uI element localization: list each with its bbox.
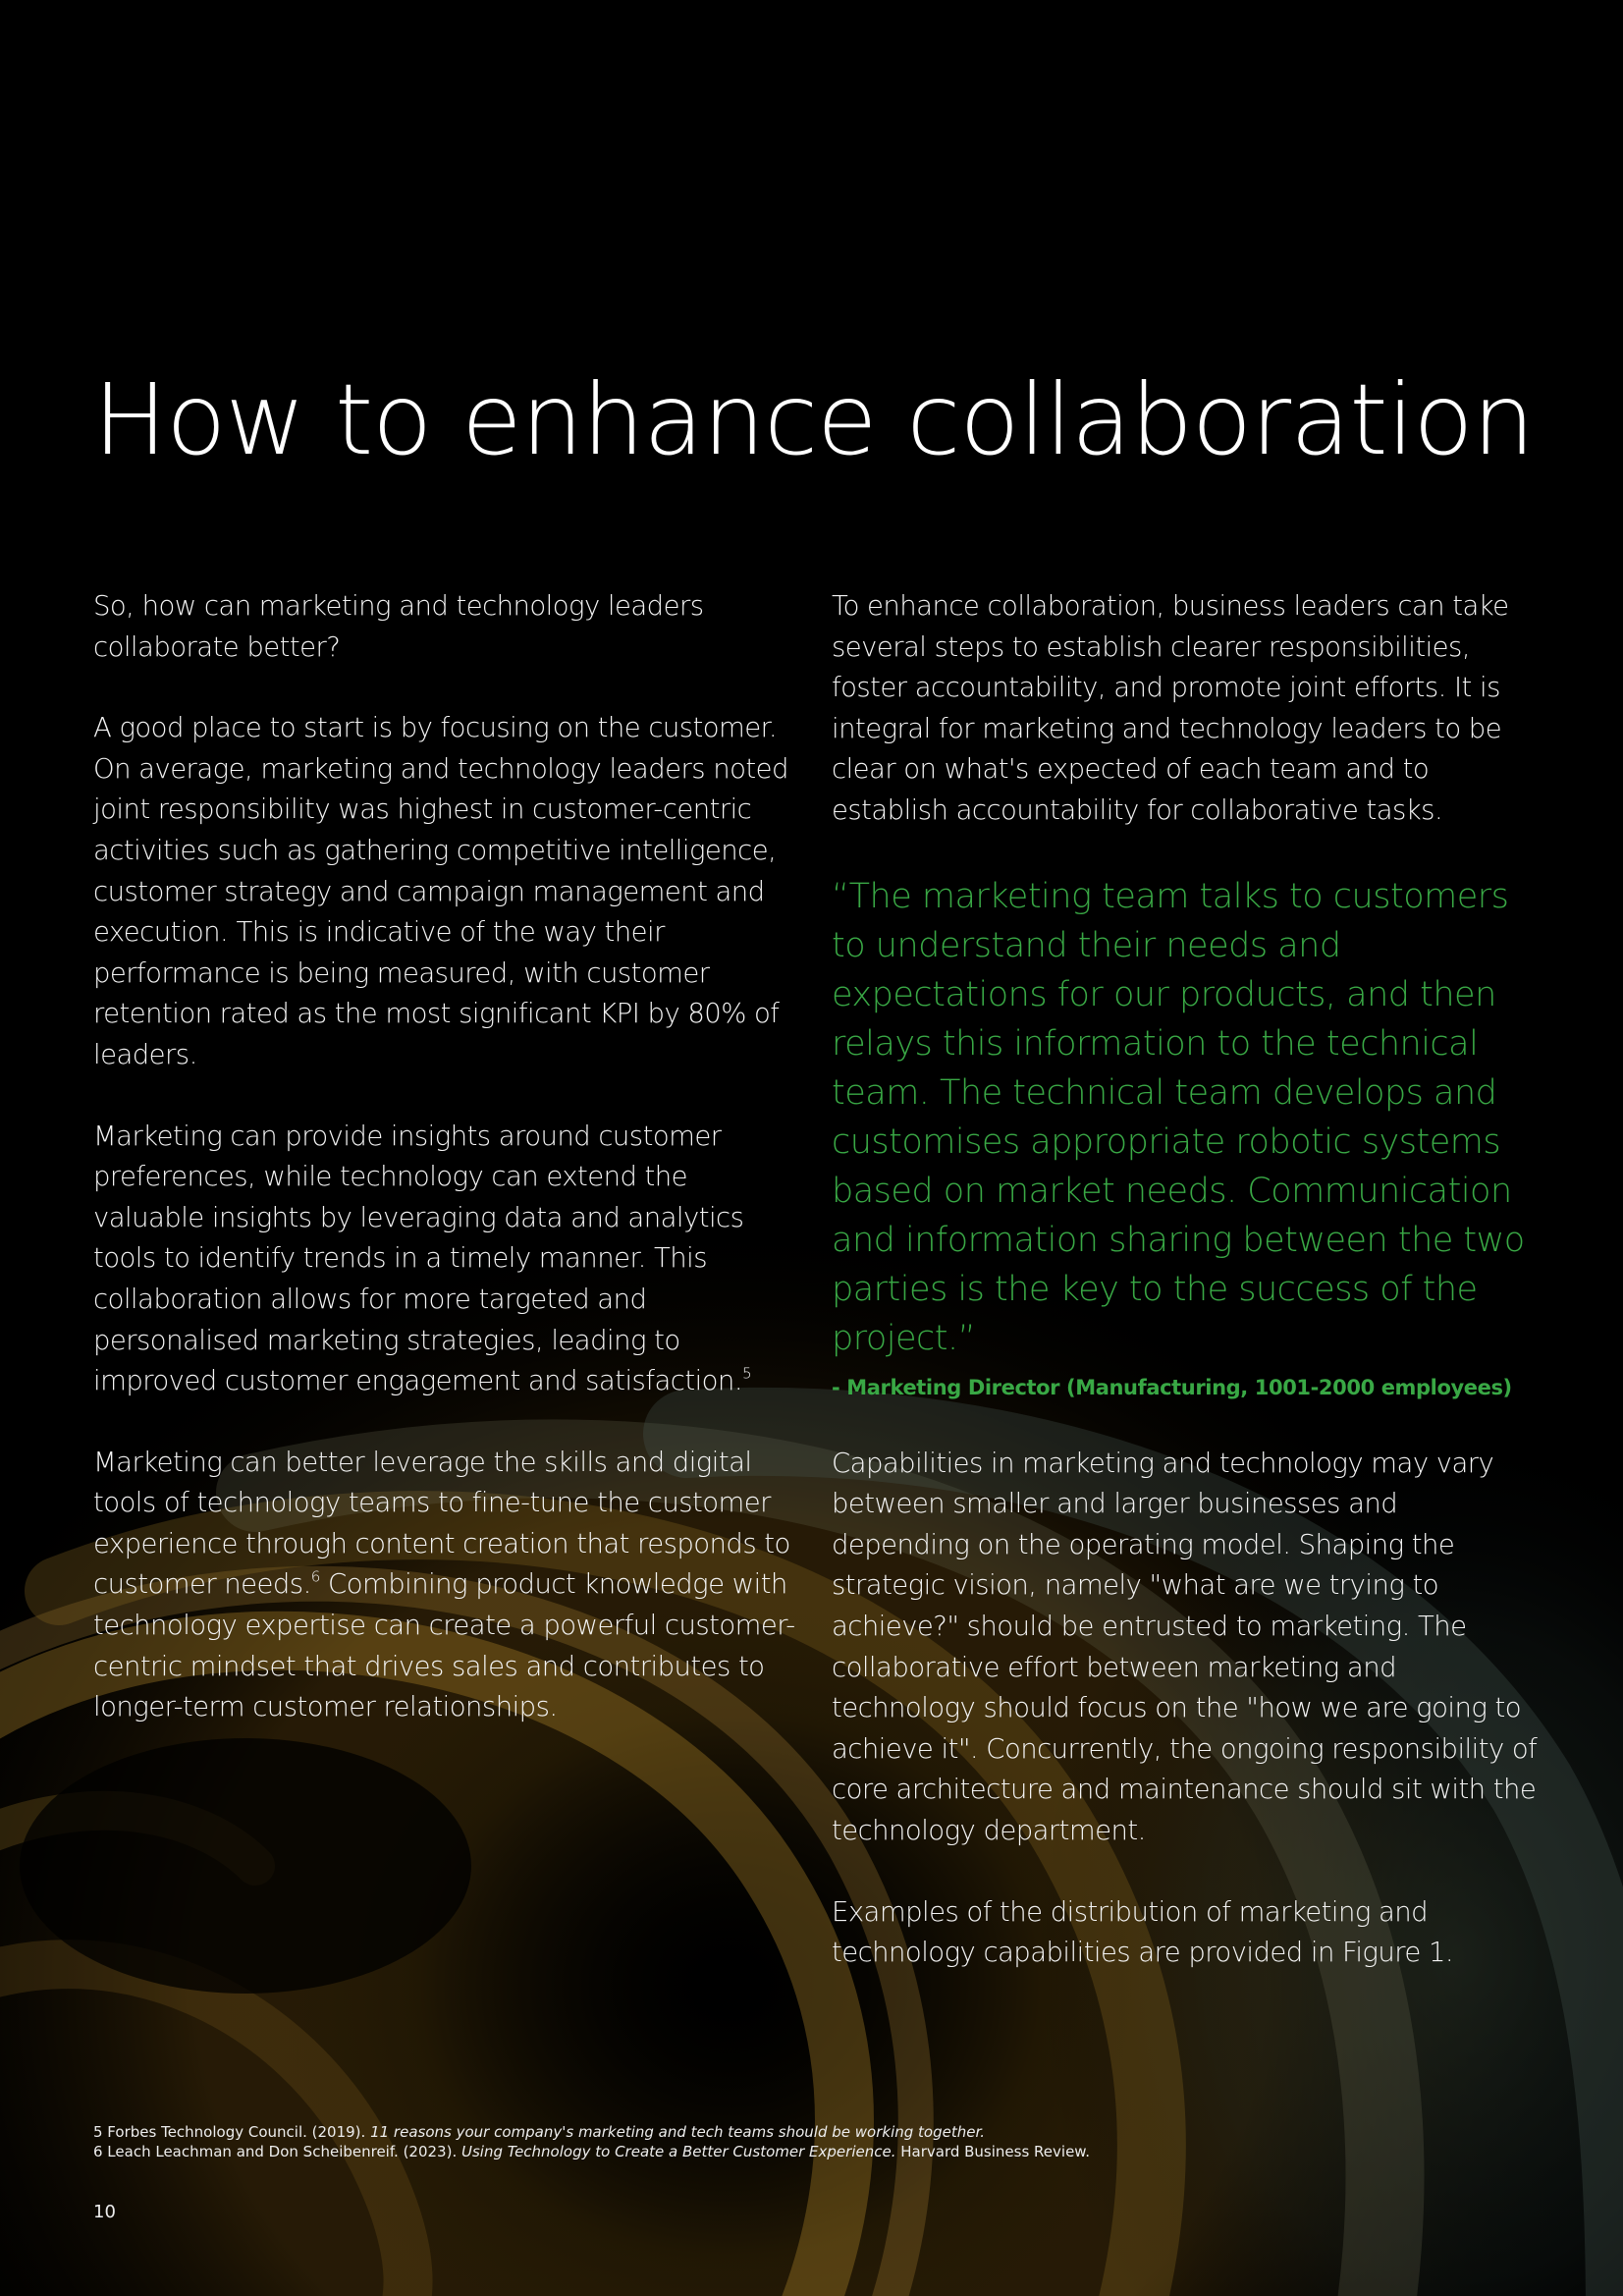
left-paragraph-4-text-b: Combining product knowledge with technology expertise can create a powerful customer-centric mindset that drives sales and contributes to longer-term customer relationships. — [93, 1568, 795, 1723]
footnote-5 — [93, 2122, 1090, 2142]
footnote-6 — [93, 2142, 1090, 2161]
right-paragraph-2: Capabilities in marketing and technology may vary between smaller and larger businesses and depending on the operating model. Shaping the strategic vision, namely "what are we trying to achieve?" should be entrusted to marketing. The collaborative effort between marketing and technology should focus on the "how we are going to achieve it". Concurrently, the ongoing responsibility of core architecture and maintenance should sit with the technology department. — [832, 1447, 1538, 1846]
footnote-6-lead: 6 Leach Leachman and Don Scheibenreif. (2023). — [93, 2143, 461, 2160]
left-paragraph-3-text: Marketing can provide insights around customer preferences, while technology can extend the valuable insights by leveraging data and analytics tools to identify trends in a timely manner. This collaboration allows for more targeted and personalised marketing strategies, leading to improved customer engagement and satisfaction. — [93, 1120, 744, 1397]
left-column — [93, 586, 800, 1728]
pull-quote: “The marketing team talks to customers to understand their needs and expectations for our products, and then relays this information to the technical team. The technical team develops and customises appropriate robotic systems based on market needs. Communication and information sharing between the two parties is the key to the success of the project.” — [832, 876, 1525, 1358]
footnote-5-title: 11 reasons your company's marketing and tech teams should be working together. — [370, 2123, 986, 2141]
footnote-6-title: Using Technology to Create a Better Customer Experience. — [461, 2143, 896, 2160]
right-paragraph-1: To enhance collaboration, business leaders can take several steps to establish clearer responsibilities, foster accountability, and promote joint efforts. It is integral for marketing and technology leaders to be clear on what's expected of each team and to establish accountability for collaborative tasks. — [832, 590, 1509, 826]
footnote-ref-5: 5 — [742, 1364, 752, 1383]
right-column — [832, 586, 1539, 1974]
right-paragraph-3: Examples of the distribution of marketing and technology capabilities are provided in Figure 1. — [832, 1895, 1454, 1969]
page-number: 10 — [93, 2202, 116, 2222]
footnote-6-tail: Harvard Business Review. — [895, 2143, 1090, 2160]
left-paragraph-1: So, how can marketing and technology leaders collaborate better? — [93, 590, 704, 663]
page-title: How to enhance collaboration — [93, 362, 1534, 477]
footnote-ref-6: 6 — [310, 1568, 320, 1587]
footnote-5-lead: 5 Forbes Technology Council. (2019). — [93, 2123, 371, 2141]
footnotes — [93, 2122, 1090, 2161]
left-paragraph-3 — [93, 1117, 800, 1402]
left-paragraph-2: A good place to start is by focusing on the customer. On average, marketing and technology leaders noted joint responsibility was highest in customer-centric activities such as gathering competitive intelligence, customer strategy and campaign management and execution. This is indicative of the way their performance is being measured, with customer retention rated as the most significant KPI by 80% of leaders. — [93, 712, 788, 1070]
quote-attribution: - Marketing Director (Manufacturing, 1001-2000 employees) — [832, 1375, 1512, 1399]
left-paragraph-4 — [93, 1443, 800, 1728]
left-paragraph-4-text-a: Marketing can better leverage the skills and digital tools of technology teams to fine-tune the customer experience through content creation that responds to customer needs. — [93, 1446, 790, 1601]
